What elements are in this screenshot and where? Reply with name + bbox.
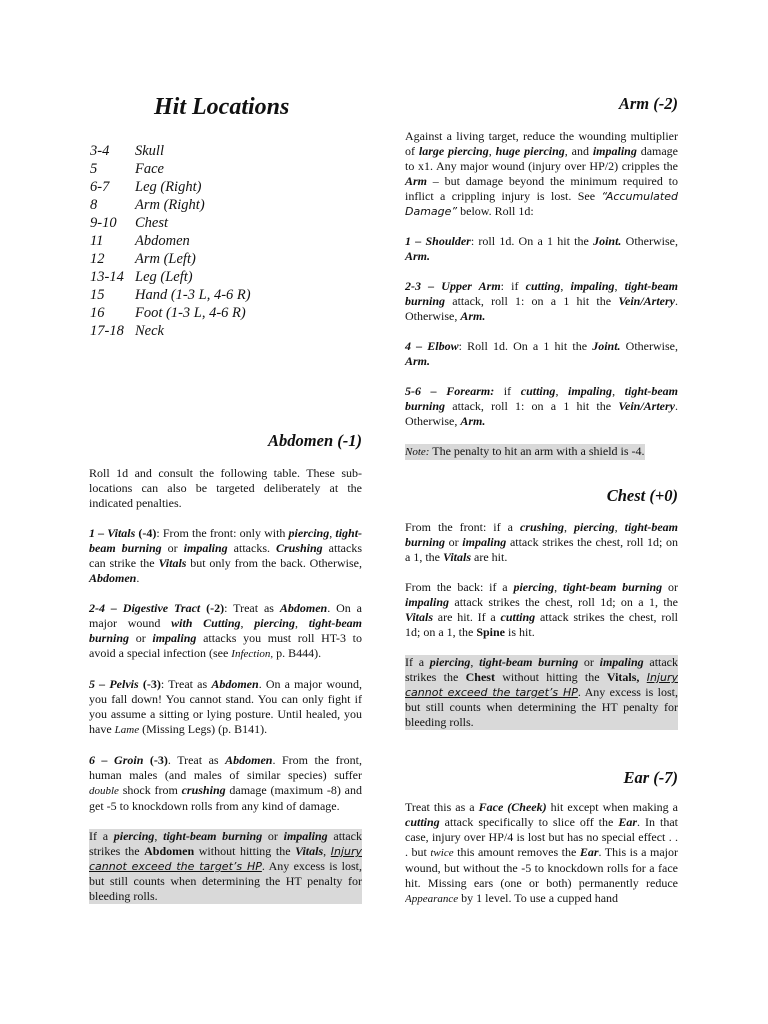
arm-section: [405, 129, 678, 475]
ear-heading: Ear (-7): [623, 768, 678, 787]
chest-front: From the front: if a crushing, piercing, tight-beam burning or impaling attack strikes the chest, roll 1d; on a 1, the Vitals are hit.: [405, 520, 679, 564]
hit-row: [90, 160, 330, 178]
hit-roll: 16: [90, 305, 105, 321]
forearm-entry: 5-6 – Forearm: if cutting, impaling, tight-beam burning attack, roll 1: on a 1 hit the Vein/Artery. Otherwise, Arm.: [405, 384, 679, 428]
digestive-tract-entry: 2-4 – Digestive Tract (-2): Treat as Abdomen. On a major wound with Cutting, piercing, tight-beam burning or impaling attacks you must roll HT-3 to avoid a special infection (see Infection, p. B444).: [89, 601, 363, 660]
hit-location: Leg (Left): [135, 269, 193, 285]
hit-location: Arm (Left): [135, 251, 196, 267]
elbow-entry: 4 – Elbow: Roll 1d. On a 1 hit the Joint. Otherwise, Arm.: [405, 339, 679, 368]
abdomen-note: If a piercing, tight-beam burning or impaling attack strikes the Abdomen without hitting the Vitals, Injury cannot exceed the target’s HP. Any excess is lost, but still counts when determining the HT penalty for bleeding rolls.: [89, 829, 363, 903]
ear-text: Treat this as a Face (Cheek) hit except when making a cutting attack specifically to slice off the Ear. In that case, injury over HP/4 is lost but has no special effect . . . but twice this amount removes the Ear. This is a major wound, but without the -5 to knockdown rolls for a face hit. Missing ears (one or both) permanently reduce Appearance by 1 level. To use a cupped hand: [405, 800, 678, 905]
hit-roll: 8: [90, 197, 98, 213]
hit-roll: 3-4: [90, 143, 110, 159]
hit-location: Chest: [135, 215, 169, 231]
hit-row: [90, 322, 330, 340]
hit-roll: 12: [90, 251, 105, 267]
abdomen-section: [89, 466, 362, 919]
hit-row: [90, 304, 330, 322]
vitals-entry: 1 – Vitals (-4): From the front: only with piercing, tight-beam burning or impaling attacks. Crushing attacks can strike the Vitals but only from the back. Otherwise, Abdomen.: [89, 526, 363, 585]
hit-row: [90, 142, 330, 160]
hit-roll: 5: [90, 161, 98, 177]
groin-entry: 6 – Groin (-3). Treat as Abdomen. From the front, human males (and males of similar species) suffer double shock from crushing damage (maximum -8) and get -5 to knockdown rolls from any kind of damage.: [89, 753, 362, 813]
hit-location: Hand (1-3 L, 4-6 R): [135, 287, 251, 303]
hit-roll: 17-18: [90, 323, 124, 339]
abdomen-intro: Roll 1d and consult the following table. These sub-locations can also be targeted deliberately at the indicated penalties.: [89, 466, 362, 510]
arm-heading: Arm (-2): [618, 94, 678, 113]
hit-row: [90, 268, 330, 286]
hit-row: [90, 196, 330, 214]
ear-section: [405, 800, 678, 905]
chest-back: From the back: if a piercing, tight-beam burning or impaling attack strikes the chest, roll 1d; on a 1, the Vitals are hit. If a cutting attack strikes the chest, roll 1d; on a 1, the Spine is hit.: [405, 580, 679, 639]
hit-row: [90, 250, 330, 268]
hit-location-table: [90, 142, 330, 340]
chest-section: [405, 520, 678, 745]
hit-location: Leg (Right): [135, 179, 202, 195]
hit-roll: 9-10: [90, 215, 117, 231]
upper-arm-entry: 2-3 – Upper Arm: if cutting, impaling, tight-beam burning attack, roll 1: on a 1 hit the Vein/Artery. Otherwise, Arm.: [405, 279, 678, 323]
abdomen-heading: Abdomen (-1): [268, 431, 362, 450]
hit-location: Face: [135, 161, 164, 177]
hit-roll: 15: [90, 287, 105, 303]
pelvis-entry: 5 – Pelvis (-3): Treat as Abdomen. On a major wound, you fall down! You cannot stand. You can only fight if you assume a sitting or lying posture. Until healed, you have Lame (Missing Legs) (p. B141).: [89, 677, 362, 736]
hit-row: [90, 232, 330, 250]
hit-location: Skull: [135, 143, 164, 159]
shoulder-entry: 1 – Shoulder: roll 1d. On a 1 hit the Joint. Otherwise, Arm.: [405, 234, 678, 263]
hit-roll: 6-7: [90, 179, 110, 195]
arm-note: Note: The penalty to hit an arm with a shield is -4.: [405, 444, 645, 458]
hit-location: Arm (Right): [135, 197, 205, 213]
hit-row: [90, 286, 330, 304]
arm-intro: Against a living target, reduce the wounding multiplier of large piercing, huge piercing, and impaling damage to x1. Any major wound (injury over HP/2) cripples the Arm – but damage beyond the minimum required to inflict a crippling injury is lost. See “Accumulated Damage” below. Roll 1d:: [405, 129, 679, 218]
hit-location: Foot (1-3 L, 4-6 R): [135, 305, 246, 321]
hit-row: [90, 178, 330, 196]
hit-location: Abdomen: [135, 233, 190, 249]
hit-roll: 13-14: [90, 269, 124, 285]
chest-heading: Chest (+0): [606, 486, 678, 505]
hit-roll: 11: [90, 233, 104, 249]
chest-note: If a piercing, tight-beam burning or impaling attack strikes the Chest without hitting the Vitals, Injury cannot exceed the target’s HP. Any excess is lost, but still counts when determining the HT penalty for bleeding rolls.: [405, 655, 679, 729]
page-title: Hit Locations: [154, 94, 290, 120]
hit-row: [90, 214, 330, 232]
hit-location: Neck: [135, 323, 164, 339]
